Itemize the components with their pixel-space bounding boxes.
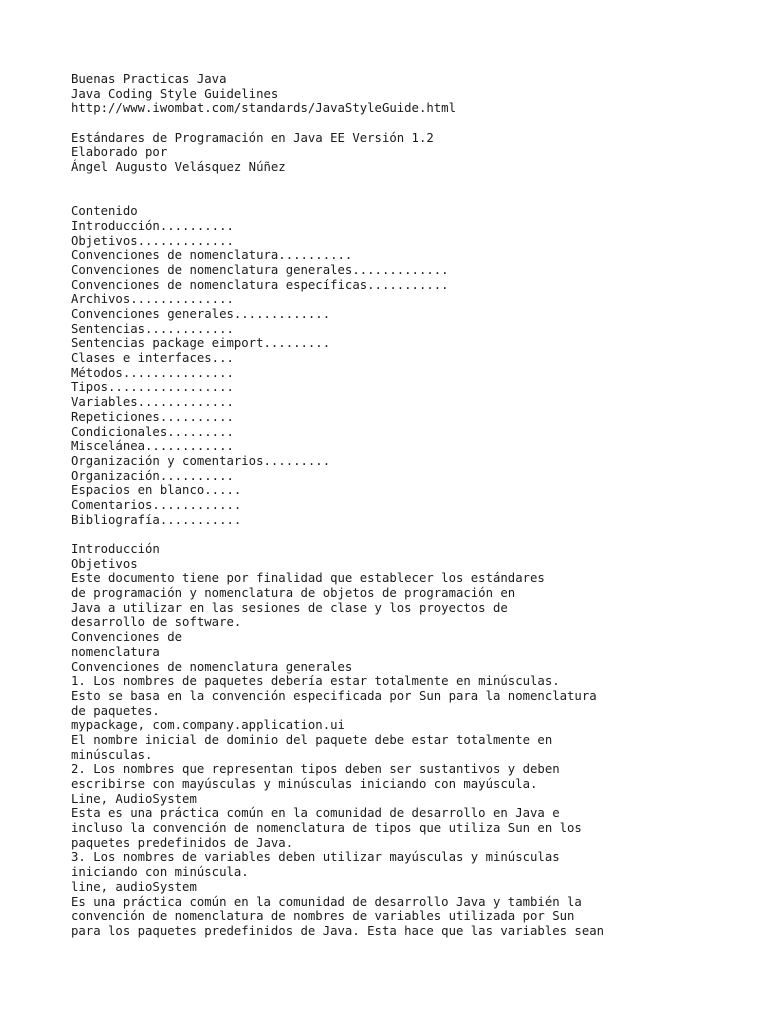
toc-item: Métodos...............: [71, 365, 234, 380]
header-line: Java Coding Style Guidelines: [71, 86, 279, 101]
toc-item: Repeticiones..........: [71, 409, 234, 424]
body-line: Java a utilizar en las sesiones de clase y los proyectos de: [71, 600, 508, 615]
table-of-contents: [71, 204, 751, 527]
body-line: mypackage, com.company.application.ui: [71, 718, 345, 733]
body-line: 1. Los nombres de paquetes debería estar totalmente en minúsculas.: [71, 674, 560, 689]
body-line: Introducción: [71, 542, 160, 557]
body-line: Esto se basa en la convención especificada por Sun para la nomenclatura: [71, 688, 597, 703]
body-line: 3. Los nombres de variables deben utilizar mayúsculas y minúsculas: [71, 850, 560, 865]
toc-heading: Contenido: [71, 204, 138, 219]
body-line: de programación y nomenclatura de objetos de programación en: [71, 586, 516, 601]
body-line: escribirse con mayúsculas y minúsculas iniciando con mayúscula.: [71, 777, 538, 792]
body-line: para los paquetes predefinidos de Java. Esta hace que las variables sean: [71, 923, 605, 938]
toc-item: Convenciones generales.............: [71, 307, 331, 322]
body-line: Esta es una práctica común en la comunidad de desarrollo en Java e: [71, 806, 560, 821]
body-line: Line, AudioSystem: [71, 791, 197, 806]
body-line: convención de nomenclatura de nombres de variables utilizada por Sun: [71, 909, 575, 924]
body-line: 2. Los nombres que representan tipos deben ser sustantivos y deben: [71, 762, 560, 777]
toc-item: Condicionales.........: [71, 424, 234, 439]
toc-item: Tipos.................: [71, 380, 234, 395]
title-line: Elaborado por: [71, 145, 168, 160]
document-body: [71, 542, 751, 939]
body-line: nomenclatura: [71, 644, 160, 659]
title-block: [71, 131, 751, 175]
header-line: Buenas Practicas Java: [71, 72, 227, 86]
body-line: desarrollo de software.: [71, 615, 242, 630]
toc-item: Archivos..............: [71, 292, 234, 307]
title-line: Estándares de Programación en Java EE Versión 1.2: [71, 130, 434, 145]
toc-item: Organización..........: [71, 468, 234, 483]
toc-item: Comentarios............: [71, 497, 242, 512]
toc-item: Organización y comentarios.........: [71, 453, 331, 468]
body-line: minúsculas.: [71, 747, 153, 762]
toc-item: Objetivos.............: [71, 233, 234, 248]
document-header: [71, 72, 751, 116]
toc-item: Espacios en blanco.....: [71, 483, 242, 498]
body-line: Objetivos: [71, 556, 138, 571]
spacer: [71, 175, 751, 204]
body-line: paquetes predefinidos de Java.: [71, 835, 294, 850]
body-line: El nombre inicial de dominio del paquete debe estar totalmente en: [71, 732, 553, 747]
body-line: incluso la convención de nomenclatura de tipos que utiliza Sun en los: [71, 821, 582, 836]
body-line: iniciando con minúscula.: [71, 865, 249, 880]
toc-item: Sentencias package eimport.........: [71, 336, 331, 351]
toc-item: Introducción..........: [71, 218, 234, 233]
toc-item: Variables.............: [71, 395, 234, 410]
header-line: http://www.iwombat.com/standards/JavaStyleGuide.html: [71, 101, 456, 116]
body-line: de paquetes.: [71, 703, 160, 718]
document-page: [71, 72, 751, 939]
body-line: Convenciones de: [71, 630, 183, 645]
spacer: [71, 116, 751, 131]
toc-item: Sentencias............: [71, 321, 234, 336]
body-line: Este documento tiene por finalidad que establecer los estándares: [71, 571, 545, 586]
toc-item: Bibliografía...........: [71, 512, 242, 527]
toc-item: Clases e interfaces...: [71, 351, 234, 366]
body-line: line, audioSystem: [71, 879, 197, 894]
body-line: Convenciones de nomenclatura generales: [71, 659, 353, 674]
title-line: Ángel Augusto Velásquez Núñez: [71, 160, 286, 175]
spacer: [71, 527, 751, 542]
toc-items: [71, 219, 751, 527]
toc-item: Convenciones de nomenclatura generales.............: [71, 262, 449, 277]
body-line: Es una práctica común en la comunidad de desarrollo Java y también la: [71, 894, 582, 909]
toc-item: Convenciones de nomenclatura específicas...........: [71, 277, 449, 292]
toc-item: Miscelánea............: [71, 439, 234, 454]
toc-item: Convenciones de nomenclatura..........: [71, 248, 353, 263]
